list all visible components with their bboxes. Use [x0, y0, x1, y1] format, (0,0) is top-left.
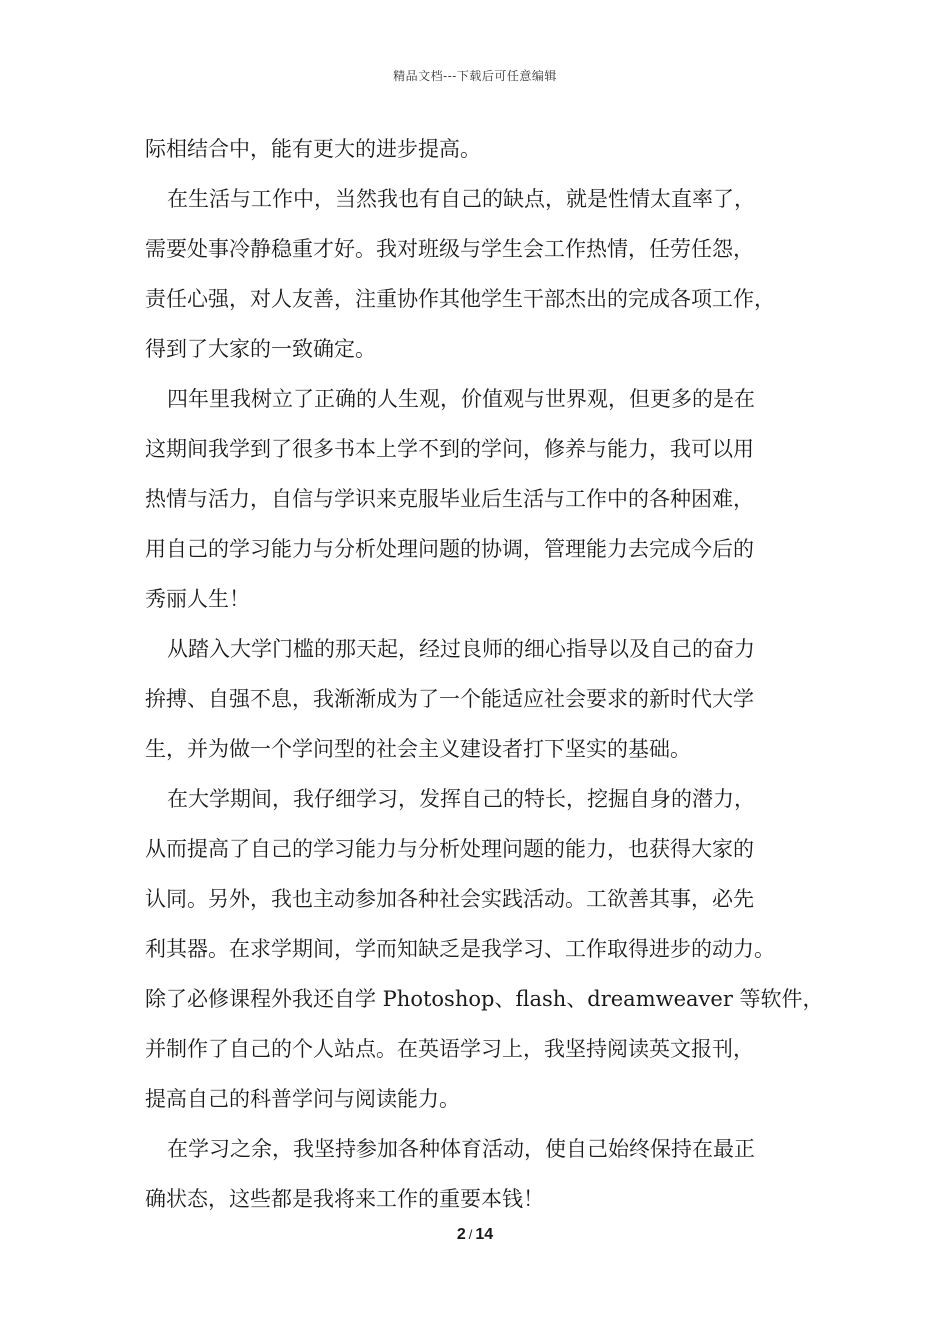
- text-line: 需要处事冷静稳重才好。我对班级与学生会工作热情，任劳任怨，: [145, 237, 754, 261]
- page-header: 精品文档---下载后可任意编辑: [393, 69, 557, 83]
- text-line: 生，并为做一个学问型的社会主义建设者打下坚实的基础。: [145, 737, 691, 761]
- text-line: 际相结合中，能有更大的进步提高。: [145, 137, 481, 161]
- text-line: 认同。另外，我也主动参加各种社会实践活动。工欲善其事，必先: [145, 887, 754, 911]
- text-line: 热情与活力，自信与学识来克服毕业后生活与工作中的各种困难，: [145, 487, 754, 511]
- document-body: [145, 124, 825, 1224]
- text-line: 用自己的学习能力与分析处理问题的协调，管理能力去完成今后的: [145, 537, 754, 561]
- paragraph-start-line: 从踏入大学门槛的那天起，经过良师的细心指导以及自己的奋力: [167, 637, 755, 661]
- page-separator: /: [468, 1227, 473, 1242]
- text-line: 这期间我学到了很多书本上学不到的学问，修养与能力，我可以用: [145, 437, 754, 461]
- text-line: 从而提高了自己的学习能力与分析处理问题的能力，也获得大家的: [145, 837, 754, 861]
- text-line: 拚搏、自强不息，我渐渐成为了一个能适应社会要求的新时代大学: [145, 687, 754, 711]
- text-line: 并制作了自己的个人站点。在英语学习上，我坚持阅读英文报刊，: [145, 1037, 754, 1061]
- current-page-number: 2: [456, 1226, 466, 1243]
- total-page-count: 14: [475, 1226, 494, 1243]
- paragraph-start-line: 在大学期间，我仔细学习，发挥自己的特长，挖掘自身的潜力，: [167, 787, 755, 811]
- text-line: 责任心强，对人友善，注重协作其他学生干部杰出的完成各项工作，: [145, 287, 775, 311]
- text-line: 利其器。在求学期间，学而知缺乏是我学习、工作取得进步的动力。: [145, 937, 775, 961]
- text-line: 得到了大家的一致确定。: [145, 337, 376, 361]
- paragraph-start-line: 在学习之余，我坚持参加各种体育活动，使自己始终保持在最正: [167, 1137, 755, 1161]
- paragraph-start-line: 四年里我树立了正确的人生观，价值观与世界观，但更多的是在: [167, 387, 755, 411]
- text-line: 确状态，这些都是我将来工作的重要本钱！: [145, 1187, 544, 1211]
- text-line: 提高自己的科普学问与阅读能力。: [145, 1087, 460, 1111]
- text-line: 秀丽人生！: [145, 587, 250, 611]
- paragraph-start-line: 在生活与工作中，当然我也有自己的缺点，就是性情太直率了，: [167, 187, 755, 211]
- text-line: 除了必修课程外我还自学 Photoshop、flash、dreamweaver 等软件，: [145, 987, 824, 1011]
- page-number: [0, 1226, 950, 1244]
